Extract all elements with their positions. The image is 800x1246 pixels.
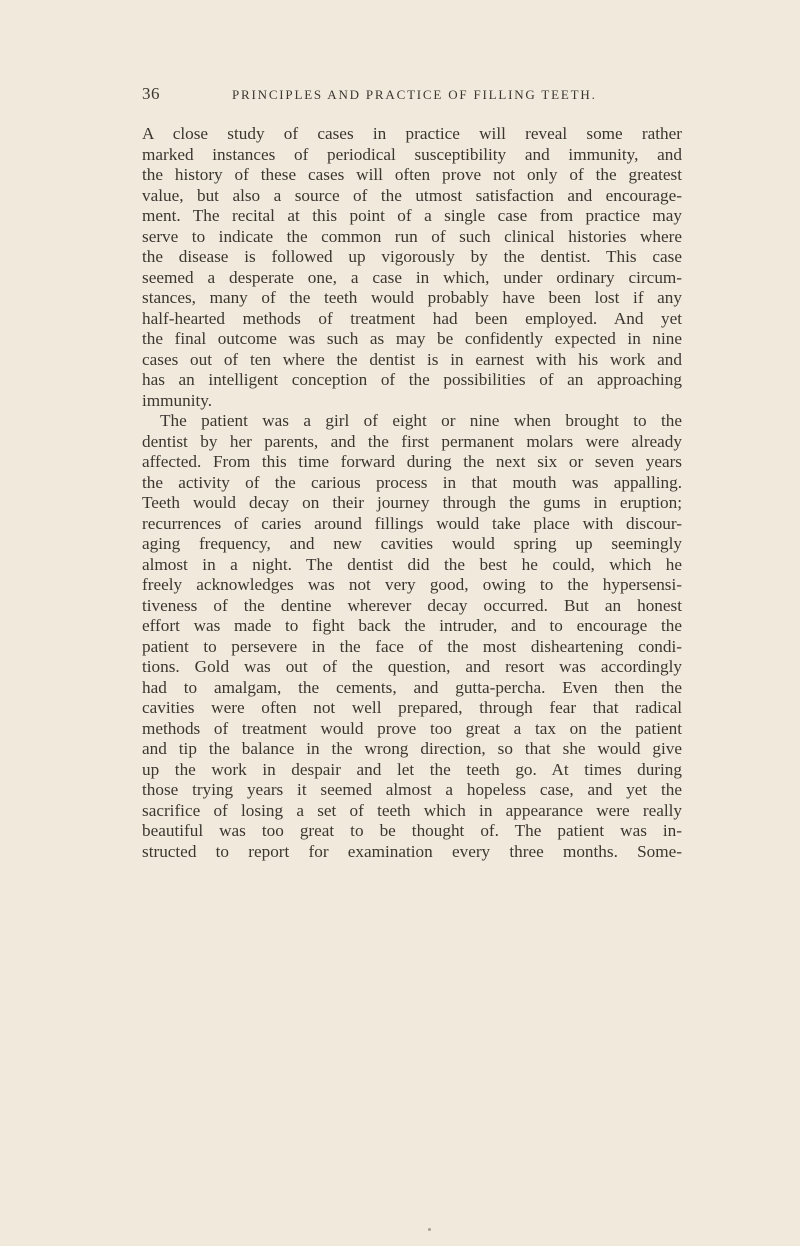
text-line: serve to indicate the common run of such clinical histories where (142, 226, 682, 246)
text-line: stances, many of the teeth would probably have been lost if any (142, 288, 682, 307)
text-line: almost in a night. The dentist did the best he could, which he (142, 554, 682, 574)
text-line: cavities were often not well prepared, through fear that radical (142, 698, 682, 717)
text-line: immunity. (142, 390, 213, 410)
text-line: Teeth would decay on their journey through the gums in eruption; (142, 493, 682, 512)
text-line: those trying years it seemed almost a hopeless case, and yet the (142, 780, 682, 799)
text-line: The patient was a girl of eight or nine when brought to the (160, 411, 682, 430)
text-line: marked instances of periodical susceptibility and immunity, and (142, 144, 682, 164)
page-number: 36 (142, 84, 160, 103)
text-line: the disease is followed up vigorously by the dentist. This case (142, 247, 682, 266)
text-line: patient to persevere in the face of the most disheartening condi- (142, 636, 682, 656)
text-line: the activity of the carious process in that mouth was appalling. (142, 472, 682, 492)
text-line: the final outcome was such as may be confidently expected in nine (142, 329, 682, 348)
text-line: seemed a desperate one, a case in which, under ordinary circum- (142, 267, 682, 287)
text-line: ment. The recital at this point of a single case from practice may (142, 206, 682, 225)
print-speck (428, 1228, 431, 1231)
text-line: recurrences of caries around fillings would take place with discour- (142, 513, 682, 533)
text-line: had to amalgam, the cements, and gutta-percha. Even then the (142, 677, 682, 697)
text-line: effort was made to fight back the intruder, and to encourage the (142, 616, 682, 635)
text-line: and tip the balance in the wrong direction, so that she would give (142, 739, 682, 758)
text-line: half-hearted methods of treatment had been employed. And yet (142, 308, 682, 328)
text-line: structed to report for examination every three months. Some- (142, 841, 682, 861)
text-line: aging frequency, and new cavities would spring up seemingly (142, 534, 682, 553)
paragraph-1 (142, 124, 682, 411)
body-text (142, 124, 682, 862)
text-line: has an intelligent conception of the possibilities of an approaching (142, 370, 682, 389)
text-line: A close study of cases in practice will reveal some rather (142, 124, 682, 143)
text-line: the history of these cases will often prove not only of the greatest (142, 165, 682, 184)
text-line: freely acknowledges was not very good, owing to the hypersensi- (142, 575, 682, 594)
text-line: affected. From this time forward during the next six or seven years (142, 452, 682, 471)
text-line: tiveness of the dentine wherever decay occurred. But an honest (142, 595, 682, 615)
paragraph-2 (142, 411, 682, 862)
text-line: sacrifice of losing a set of teeth which in appearance were really (142, 800, 682, 820)
text-line: methods of treatment would prove too great a tax on the patient (142, 718, 682, 738)
text-line: value, but also a source of the utmost satisfaction and encourage- (142, 185, 682, 205)
text-line: beautiful was too great to be thought of. The patient was in- (142, 821, 682, 840)
text-line: tions. Gold was out of the question, and resort was accordingly (142, 657, 682, 676)
text-line: up the work in despair and let the teeth go. At times during (142, 759, 682, 779)
text-line: cases out of ten where the dentist is in earnest with his work and (142, 349, 682, 369)
text-line: dentist by her parents, and the first permanent molars were already (142, 431, 682, 451)
running-head: PRINCIPLES AND PRACTICE OF FILLING TEETH. (232, 87, 597, 102)
